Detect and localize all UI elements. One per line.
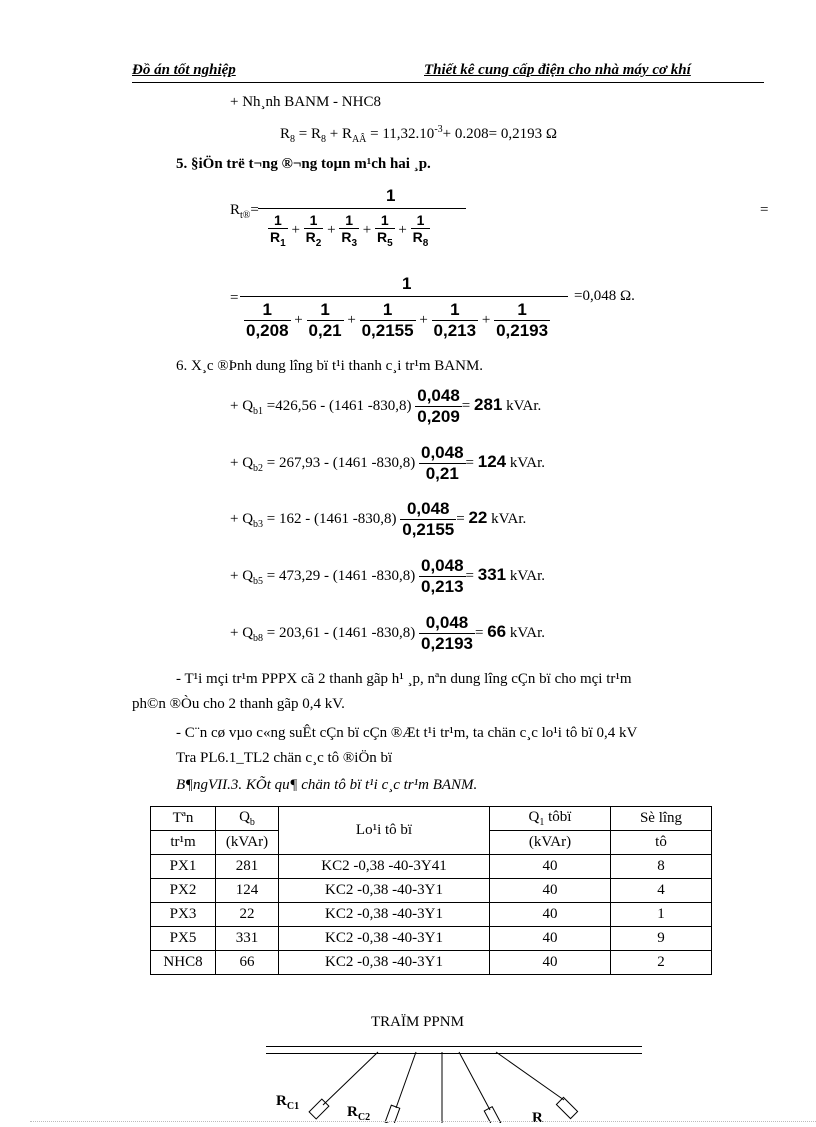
th-q1-a: $Q_1$ tôbï: [490, 807, 611, 831]
cell-tram: NHC8: [151, 951, 216, 975]
q-row-3: + $Q_{b3} = 162 - (1461$ -830,8) $\frac{0,048}{0,2155}$ = 22 kVAr.: [230, 499, 527, 539]
cell-loai: KC2 -0,38 -40-3Y1: [279, 951, 490, 975]
header-left: Đồ án tốt nghiệp: [132, 62, 236, 78]
cell-so: 9: [611, 927, 712, 951]
cell-so: 4: [611, 879, 712, 903]
cell-tram: PX1: [151, 855, 216, 879]
para1-line2: ph©n ®Òu cho 2 thanh gãp 0,4 kV.: [132, 696, 345, 712]
rtd-denominator: $\frac{1}{R_1}$ + $\frac{1}{R_2}$ + $\frac{1}{R_3}$ + $\frac{1}{R_5}$ + $\frac{1}{R_8}$: [270, 212, 429, 249]
rtdv-denominator: $\frac{1}{0,208}$ + $\frac{1}{0,21}$ + $\frac{1}{0,2155}$ + $\frac{1}{0,213}$ + $\frac{1}{0,2193}$: [246, 300, 549, 340]
th-so-b: tô: [611, 831, 712, 855]
th-qb-a: $Q_b$: [216, 807, 279, 831]
diagram-title: TRAÏM PPNM: [371, 1014, 464, 1030]
table-caption: B¶ngVII.3. KÕt qu¶ chän tô bï t¹i c¸c tr¹m BANM.: [176, 777, 478, 793]
th-loai: Lo¹i tô bï: [279, 807, 490, 855]
rtd-lhs: $R_{t®}=$: [230, 202, 259, 221]
page-edge-dots: [30, 1121, 816, 1122]
cell-so: 1: [611, 903, 712, 927]
cell-q1: 40: [490, 927, 611, 951]
heading-5: 5. §iÖn trë t¬ng ®¬ng toµn m¹ch hai ¸p.: [176, 156, 431, 172]
cell-qb: 281: [216, 855, 279, 879]
r8-formula: $R_8 = R_8 + R_{AÂ} = 11,32.10^{-3}+ 0.208= 0,2193$ Ω: [280, 124, 557, 145]
cell-qb: 22: [216, 903, 279, 927]
cell-so: 2: [611, 951, 712, 975]
cell-qb: 66: [216, 951, 279, 975]
th-tram-a: Tªn: [151, 807, 216, 831]
cell-tram: PX5: [151, 927, 216, 951]
cell-q1: 40: [490, 879, 611, 903]
q-row-2: + $Q_{b2} = 267,93 - (1461$ -830,8) $\frac{0,048}{0,21}$ = 124 kVAr.: [230, 443, 546, 483]
para2-line2: Tra PL6.1_TL2 chän c¸c tô ®iÖn bï: [176, 750, 393, 766]
section-nhanh: + Nh¸nh BANM - NHC8: [230, 94, 381, 110]
label-rc3: R: [532, 1110, 543, 1126]
cell-loai: KC2 -0,38 -40-3Y1: [279, 927, 490, 951]
q-row-4: + $Q_{b5} = 473,29 - (1461$ -830,8) $\frac{0,048}{0,213}$ = 331 kVAr.: [230, 556, 546, 596]
q-row-1: + $Q_{b1} =426,56 - (1461$ -830,8) $\frac{0,048}{0,209}$ = 281 kVAr.: [230, 386, 542, 426]
para1-line1: - T¹i mçi tr¹m PPPX cã 2 thanh gãp h¹ ¸p, nªn dung lîng cÇn bï cho mçi tr¹m: [176, 671, 632, 687]
header-right: Thiết kê cung cấp điện cho nhà máy cơ khí: [424, 62, 691, 78]
label-rc1: $R_{C1}$: [276, 1093, 300, 1112]
rtdv-lead: =: [230, 290, 239, 306]
cell-loai: KC2 -0,38 -40-3Y41: [279, 855, 490, 879]
rtdv-numerator: 1: [402, 274, 412, 293]
rtd-eq-right: =: [760, 202, 769, 218]
cell-q1: 40: [490, 903, 611, 927]
cell-qb: 331: [216, 927, 279, 951]
para2-line1: - C¨n cø vµo c«ng suÊt cÇn bï cÇn ®Æt t¹i tr¹m, ta chän c¸c lo¹i tô bï 0,4 kV: [176, 725, 638, 741]
cell-loai: KC2 -0,38 -40-3Y1: [279, 879, 490, 903]
resistor-r5: [556, 1097, 577, 1118]
cell-tram: PX2: [151, 879, 216, 903]
th-tram-b: tr¹m: [151, 831, 216, 855]
cell-loai: KC2 -0,38 -40-3Y1: [279, 903, 490, 927]
th-qb-b: (kVAr): [216, 831, 279, 855]
cell-tram: PX3: [151, 903, 216, 927]
rtdv-result: =0,048 Ω.: [574, 288, 635, 304]
th-q1-b: (kVAr): [490, 831, 611, 855]
th-so-a: Sè lîng: [611, 807, 712, 831]
feeder-line-4: [459, 1052, 490, 1110]
cell-so: 8: [611, 855, 712, 879]
cell-qb: 124: [216, 879, 279, 903]
rtd-numerator: 1: [386, 186, 396, 205]
feeder-line-1: [323, 1052, 378, 1105]
label-rc2: $R_{C2}$: [347, 1104, 371, 1123]
heading-6: 6. X¸c ®Þnh dung lîng bï t¹i thanh c¸i tr¹m BANM.: [176, 358, 484, 374]
feeder-line-5: [496, 1052, 564, 1100]
cell-q1: 40: [490, 855, 611, 879]
feeder-line-2: [396, 1052, 416, 1108]
q-row-5: + $Q_{b8} = 203,61 - (1461$ -830,8) $\frac{0,048}{0,2193}$ = 66 kVAr.: [230, 613, 546, 653]
cell-q1: 40: [490, 951, 611, 975]
